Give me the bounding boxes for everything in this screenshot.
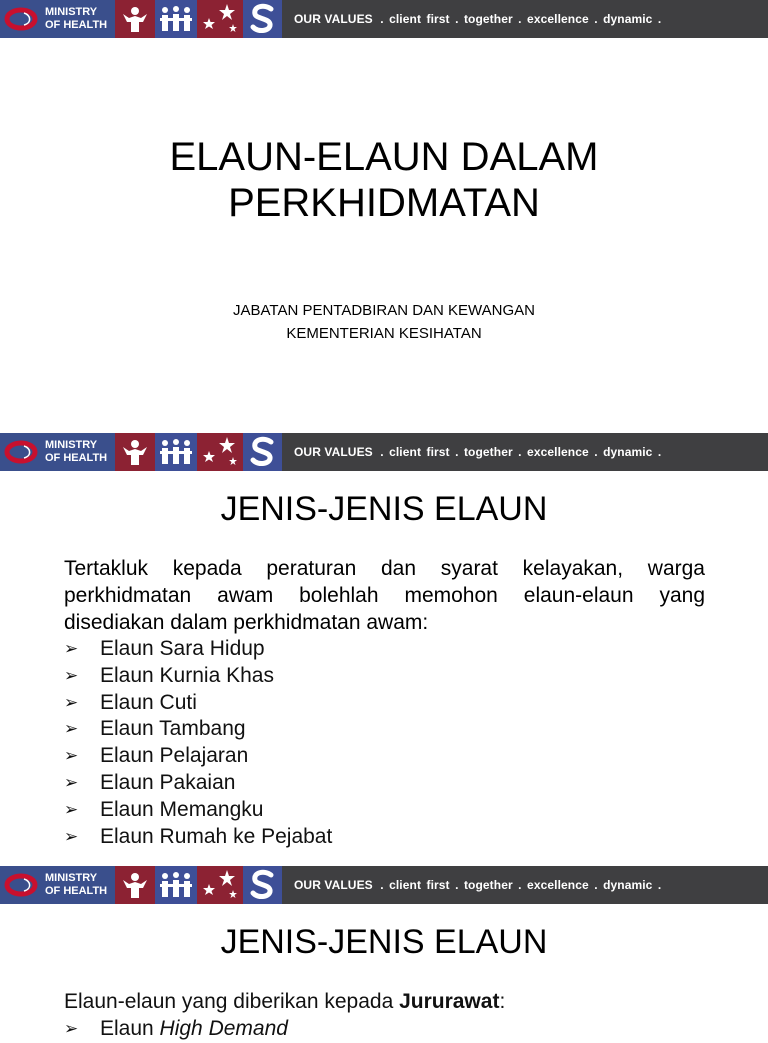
allowance-list — [64, 636, 332, 850]
together-icon — [155, 433, 197, 471]
moh-line1: MINISTRY — [45, 439, 98, 451]
our-values-text — [294, 445, 661, 459]
slide-title: JENIS-JENIS ELAUN — [220, 490, 548, 528]
moh-wordmark — [45, 439, 107, 465]
moh-logo-icon — [4, 872, 38, 898]
list-item-label: Elaun Sara Hidup — [100, 637, 265, 660]
title-line2: PERKHIDMATAN — [228, 181, 540, 225]
moh-logo-block — [0, 433, 115, 471]
moh-logo-icon — [4, 6, 38, 32]
subtitle-line2: KEMENTERIAN KESIHATAN — [286, 325, 482, 342]
moh-line1: MINISTRY — [45, 6, 98, 18]
arrowhead-bullet-icon: ➢ — [64, 826, 79, 846]
together-icon — [155, 866, 197, 904]
title-line1: ELAUN-ELAUN DALAM — [169, 135, 599, 179]
header-banner — [0, 433, 768, 471]
presentation-subtitle — [0, 299, 768, 345]
slide-allowance-types — [0, 433, 768, 866]
partial-italic: High Demand — [159, 1017, 288, 1040]
list-item — [64, 636, 332, 663]
arrowhead-bullet-icon: ➢ — [64, 665, 79, 685]
moh-logo-block — [0, 0, 115, 38]
presentation-title — [0, 134, 768, 226]
client-first-icon — [115, 0, 155, 38]
values-list: . client first . together . excellence . dynamic . — [380, 12, 662, 26]
values-list: . client first . together . excellence . dynamic . — [380, 445, 662, 459]
slide-title: JENIS-JENIS ELAUN — [220, 923, 548, 961]
our-values-text — [294, 12, 661, 26]
list-item-label: Elaun Pakaian — [100, 770, 236, 794]
list-item — [64, 824, 332, 851]
together-icon — [155, 0, 197, 38]
values-label: OUR VALUES — [294, 878, 373, 892]
moh-line2: OF HEALTH — [45, 885, 108, 897]
slide-title — [0, 0, 768, 433]
excellence-icon — [197, 0, 243, 38]
intro-line — [64, 988, 505, 1015]
moh-line2: OF HEALTH — [45, 452, 108, 464]
client-first-icon — [115, 433, 155, 471]
moh-line1: MINISTRY — [45, 872, 98, 884]
arrowhead-bullet-icon: ➢ — [64, 1019, 79, 1038]
intro-prefix: Elaun-elaun yang diberikan kepada — [64, 990, 400, 1013]
arrowhead-bullet-icon: ➢ — [64, 799, 79, 819]
list-item — [64, 690, 332, 717]
values-label: OUR VALUES — [294, 445, 373, 459]
client-first-icon — [115, 866, 155, 904]
excellence-icon — [197, 866, 243, 904]
slide-nurse-allowances — [0, 866, 768, 1040]
list-item-label: Elaun Memangku — [100, 797, 264, 821]
header-banner — [0, 866, 768, 904]
header-banner — [0, 0, 768, 38]
intro-suffix: : — [499, 990, 506, 1013]
moh-logo-icon — [4, 439, 38, 465]
dynamic-icon — [243, 0, 282, 38]
excellence-icon — [197, 433, 243, 471]
arrowhead-bullet-icon: ➢ — [64, 746, 79, 766]
moh-logo-block — [0, 866, 115, 904]
list-item-label: Elaun Rumah ke Pejabat — [100, 824, 333, 848]
values-label: OUR VALUES — [294, 12, 373, 26]
subtitle-line1: JABATAN PENTADBIRAN DAN KEWANGAN — [233, 302, 535, 319]
moh-wordmark — [45, 6, 107, 32]
intro-paragraph: Tertakluk kepada peraturan dan syarat kelayakan, warga perkhidmatan awam bolehlah memohon elaun-elaun yang disediakan dalam perkhidmatan awam: — [64, 557, 705, 634]
list-item-label: Elaun Kurnia Khas — [100, 663, 274, 687]
list-item — [64, 716, 332, 743]
intro-bold: Jururawat — [399, 990, 500, 1013]
moh-wordmark — [45, 872, 107, 898]
arrowhead-bullet-icon: ➢ — [64, 639, 79, 658]
list-item — [64, 797, 332, 824]
list-item-label: Elaun Tambang — [100, 717, 246, 741]
moh-line2: OF HEALTH — [45, 19, 108, 31]
list-item — [64, 743, 332, 770]
arrowhead-bullet-icon: ➢ — [64, 692, 79, 712]
our-values-text — [294, 878, 661, 892]
list-item — [64, 1016, 288, 1043]
values-list: . client first . together . excellence . dynamic . — [380, 878, 662, 892]
arrowhead-bullet-icon: ➢ — [64, 719, 79, 739]
arrowhead-bullet-icon: ➢ — [64, 772, 79, 792]
list-item-label: Elaun Pelajaran — [100, 744, 249, 768]
list-item — [64, 770, 332, 797]
list-item — [64, 663, 332, 690]
partial-prefix: Elaun — [100, 1017, 160, 1040]
dynamic-icon — [243, 433, 282, 471]
dynamic-icon — [243, 866, 282, 904]
list-item-label: Elaun Cuti — [100, 690, 197, 714]
